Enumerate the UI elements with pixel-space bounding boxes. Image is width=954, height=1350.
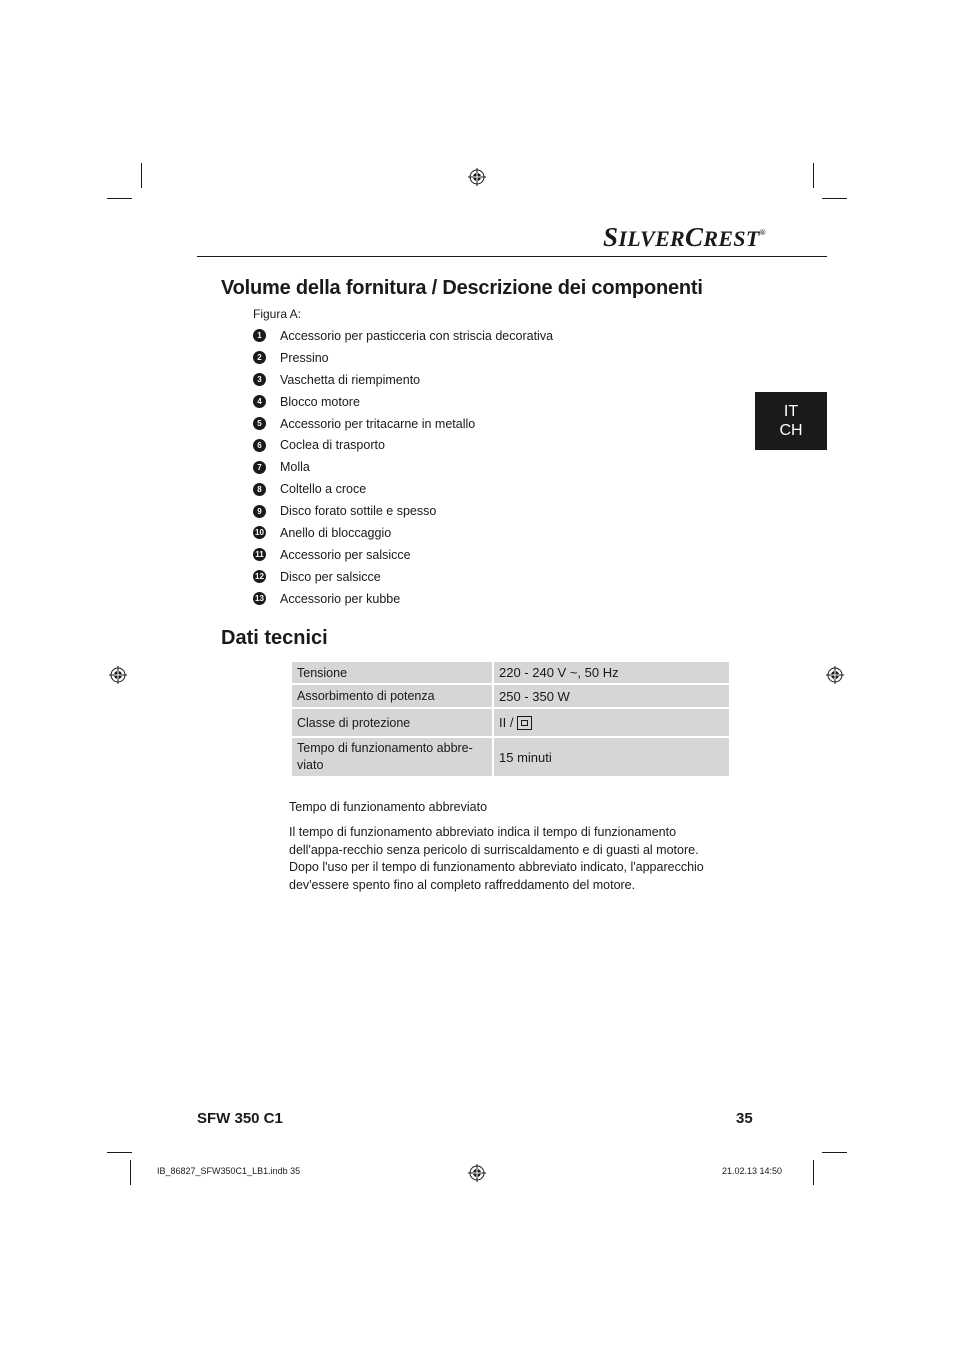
crop-mark [822,198,847,199]
item-label: Coclea di trasporto [280,438,385,453]
crop-mark [107,198,132,199]
note-body: Il tempo di funzionamento abbreviato indica il tempo di funzionamento dell'appa-recchio senza pericolo di surriscaldamento e di guasti al motore. Dopo l'uso per il tempo di funzionamento abbreviato indicato, l'apparecchio dev'essere spento fino al completo raffreddamento del motore. [289,825,704,892]
list-item [253,347,553,369]
print-slug-date: 21.02.13 14:50 [722,1166,783,1176]
registration-mark-icon [468,168,486,186]
item-number-badge: 5 [253,417,266,430]
brand-logo: SILVERCREST® [603,222,766,252]
table-row [291,684,730,708]
item-number-badge: 3 [253,373,266,386]
table-cell-key: Classe di protezione [291,708,493,737]
item-number-badge: 6 [253,439,266,452]
item-number-badge: 10 [253,526,266,539]
header-rule [197,256,827,257]
crop-mark [813,163,814,188]
list-item [253,544,553,566]
item-number-badge: 2 [253,351,266,364]
list-item [253,588,553,610]
language-code-it: IT [783,403,799,420]
table-cell-value: 220 - 240 V ~, 50 Hz [493,661,730,684]
item-label: Vaschetta di riempimento [280,372,421,387]
registration-mark-icon [109,666,127,684]
page-number: 35 [736,1110,753,1127]
model-number: SFW 350 C1 [197,1110,283,1127]
item-label: Molla [280,460,310,475]
item-number-badge: 11 [253,548,266,561]
list-item [253,478,553,500]
item-number-badge: 4 [253,395,266,408]
print-slug-file: IB_86827_SFW350C1_LB1.indb 35 [157,1166,301,1176]
note-title: Tempo di funzionamento abbreviato [289,800,488,814]
item-label: Accessorio per tritacarne in metallo [280,416,476,431]
item-label: Coltello a croce [280,482,367,497]
language-tab [755,392,827,450]
runtime-key-text: Tempo di funzionamento abbre-viato [297,741,473,772]
list-item [253,500,553,522]
list-item [253,413,553,435]
item-number-badge: 8 [253,483,266,496]
table-cell-value: 250 - 350 W [493,684,730,708]
section-title-components: Volume della fornitura / Descrizione dei componenti [221,277,703,299]
table-cell-key: Tensione [291,661,493,684]
table-cell-key: Assorbimento di potenza [291,684,493,708]
list-item [253,325,553,347]
item-label: Blocco motore [280,394,360,409]
technical-data-table [290,660,731,778]
registration-mark-icon [468,1164,486,1182]
table-row [291,661,730,684]
item-number-badge: 1 [253,329,266,342]
figure-label: Figura A: [253,307,302,321]
item-label: Accessorio per pasticceria con striscia decorativa [280,328,554,343]
item-label: Accessorio per kubbe [280,591,401,606]
components-list [253,325,553,610]
crop-mark [107,1152,132,1153]
language-code-ch: CH [779,422,803,439]
item-number-badge: 7 [253,461,266,474]
item-number-badge: 12 [253,570,266,583]
crop-mark [141,163,142,188]
item-label: Disco forato sottile e spesso [280,504,437,519]
item-label: Accessorio per salsicce [280,547,411,562]
registration-mark-icon [826,666,844,684]
crop-mark [813,1160,814,1185]
table-cell-key [291,737,493,777]
item-number-badge: 9 [253,505,266,518]
item-number-badge: 13 [253,592,266,605]
table-cell-value: 15 minuti [493,737,730,777]
list-item [253,434,553,456]
list-item [253,456,553,478]
item-label: Anello di bloccaggio [280,525,392,540]
list-item [253,522,553,544]
table-row [291,737,730,777]
section-title-technical-data: Dati tecnici [221,627,328,649]
list-item [253,391,553,413]
protection-class-text: II / [499,714,514,730]
list-item [253,566,553,588]
item-label: Disco per salsicce [280,569,381,584]
item-label: Pressino [280,350,329,365]
crop-mark [822,1152,847,1153]
crop-mark [130,1160,131,1185]
double-insulation-icon [517,716,532,730]
list-item [253,369,553,391]
table-row [291,708,730,737]
table-cell-value [493,708,730,737]
